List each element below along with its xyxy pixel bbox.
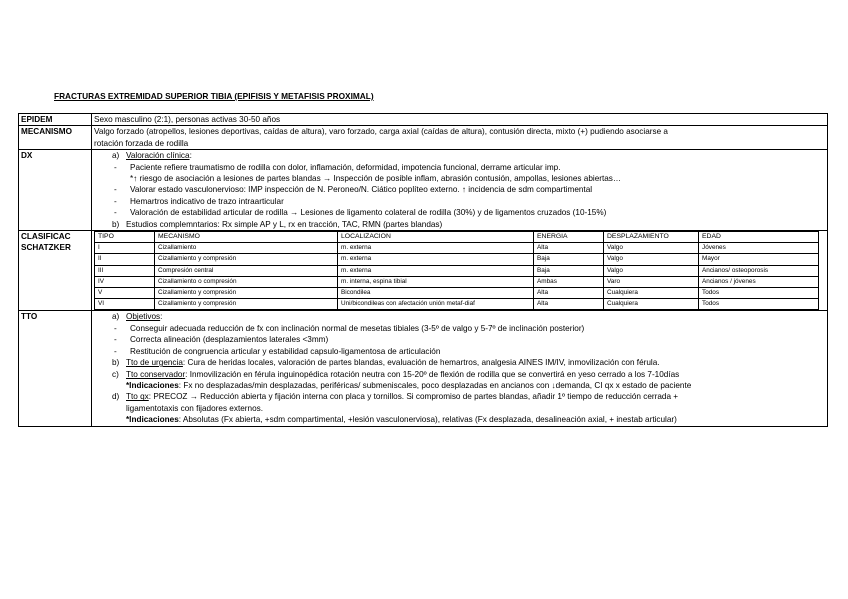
dx-item: *↑ riesgo de asociación a lesiones de partes blandas → Inspección de posible inflam, abrasión contusión, ampollas, lesiones abiertas… xyxy=(130,174,622,184)
tto-section-c-indicaciones: *Indicaciones: Fx no desplazadas/min desplazadas, periféricas/ submeniscales, poco desplazadas en ancianos con ↓demanda, CI qx x estado de paciente xyxy=(126,380,692,390)
tto-section-b: b) Tto de urgencia: Cura de heridas locales, valoración de partes blandas, evaluación de hemartros, analgesia AINES IM/IV, inmovilización con férula. xyxy=(112,358,660,368)
page-title: FRACTURAS EXTREMIDAD SUPERIOR TIBIA (EPIFISIS Y METAFISIS PROXIMAL) xyxy=(54,91,374,101)
table-row: II Cizallamiento y compresión m. externa Baja Valgo Mayor xyxy=(95,254,819,265)
dx-item: - Valorar estado vasculonervioso: IMP inspección de N. Peroneo/N. Ciático poplíteo externo. ↑ incidencia de sdm compartimental xyxy=(114,185,593,195)
label-mecanismo: MECANISMO xyxy=(19,126,92,150)
tto-objetivo: - Correcta alineación (desplazamientos laterales <3mm) xyxy=(114,335,329,345)
tto-objetivo: - Conseguir adecuada reducción de fx con inclinación normal de mesetas tibiales (3-5º de valgo y 5-7º de inclinación posterior) xyxy=(114,323,585,333)
table-row: IV Cizallamiento o compresión m. interna, espina tibial Ambas Varo Ancianos / jóvenes xyxy=(95,276,819,287)
header-edad: EDAD xyxy=(699,232,819,243)
row-tto xyxy=(19,311,828,426)
tto-content xyxy=(92,311,828,426)
header-tipo: TIPO xyxy=(95,232,155,243)
tto-section-a: a) Objetivos: xyxy=(112,312,163,322)
mecanismo-text xyxy=(92,126,828,150)
row-dx xyxy=(19,150,828,231)
row-mecanismo xyxy=(19,126,828,150)
dx-content xyxy=(92,150,828,231)
table-row: VI Cizallamiento y compresión Uni/bicondileas con afectación unión metaf-diaf Alta Cualquiera Todos xyxy=(95,299,819,310)
dx-item: - Valoración de estabilidad articular de rodilla → Lesiones de ligamento colateral de rodilla (30%) y de ligamentos cruzados (10-15%) xyxy=(114,208,607,218)
label-tto: TTO xyxy=(19,311,92,426)
row-clasificacion xyxy=(19,231,828,311)
label-clasificacion: CLASIFICAC SCHATZKER xyxy=(19,231,92,311)
header-localizacion: LOCALIZACION xyxy=(338,232,534,243)
schatzker-cell xyxy=(92,231,828,311)
label-dx: DX xyxy=(19,150,92,231)
tto-section-c: c) Tto conservador: Inmovilización en férula inguinopédica rotación neutra con 15-20º de flexión de rodilla que se convertirá en yeso cerrado a los 7-10días xyxy=(112,369,680,379)
table-row: I Cizallamiento m. externa Alta Valgo Jóvenes xyxy=(95,243,819,254)
header-energia: ENERGIA xyxy=(534,232,604,243)
mecanismo-line: Valgo forzado (atropellos, lesiones deportivas, caídas de altura), varo forzado, carga axial (caídas de altura), contusión directa, mixto (+) pudiendo asociarse a xyxy=(94,127,668,137)
dx-section-b: b) Estudios complemntarios: Rx simple AP y L, rx en tracción, TAC, RMN (partes blandas) xyxy=(112,219,443,229)
tto-section-d-indicaciones: *Indicaciones: Absolutas (Fx abierta, +sdm compartimental, +lesión vasculonerviosa), relativas (Fx desplazada, desalineación axial, + inestab articular) xyxy=(126,415,677,425)
table-row: III Compresión central m. externa Baja Valgo Ancianos/ osteoporosis xyxy=(95,265,819,276)
row-epidem xyxy=(19,114,828,126)
summary-table xyxy=(18,113,828,427)
tto-section-d-cont: ligamentotaxis con fijadores externos. xyxy=(126,403,263,413)
schatzker-table xyxy=(94,231,819,310)
tto-section-d: d) Tto qx: PRECOZ → Reducción abierta y fijación interna con placa y tornillos. Si compromiso de partes blandas, añadir 1º tiempo de reducción cerrada + xyxy=(112,392,679,402)
table-row: V Cizallamiento y compresión Bicondilea Alta Cualquiera Todos xyxy=(95,288,819,299)
dx-section-a: a) Valoración clínica: xyxy=(112,151,192,161)
header-mecanismo: MECANISMO xyxy=(155,232,338,243)
mecanismo-line: rotación forzada de rodilla xyxy=(94,138,189,148)
schatzker-header-row xyxy=(95,232,819,243)
label-epidem: EPIDEM xyxy=(19,114,92,126)
header-desplazamiento: DESPLAZAMIENTO xyxy=(604,232,699,243)
tto-objetivo: - Restitución de congruencia articular y estabilidad capsulo-ligamentosa de articulación xyxy=(114,346,441,356)
dx-item: - Paciente refiere traumatismo de rodilla con dolor, inflamación, deformidad, impotencia funcional, derrame articular imp. xyxy=(114,162,561,172)
epidem-text: Sexo masculino (2:1), personas activas 30-50 años xyxy=(92,114,828,126)
dx-item: - Hemartros indicativo de trazo intraarticular xyxy=(114,196,284,206)
